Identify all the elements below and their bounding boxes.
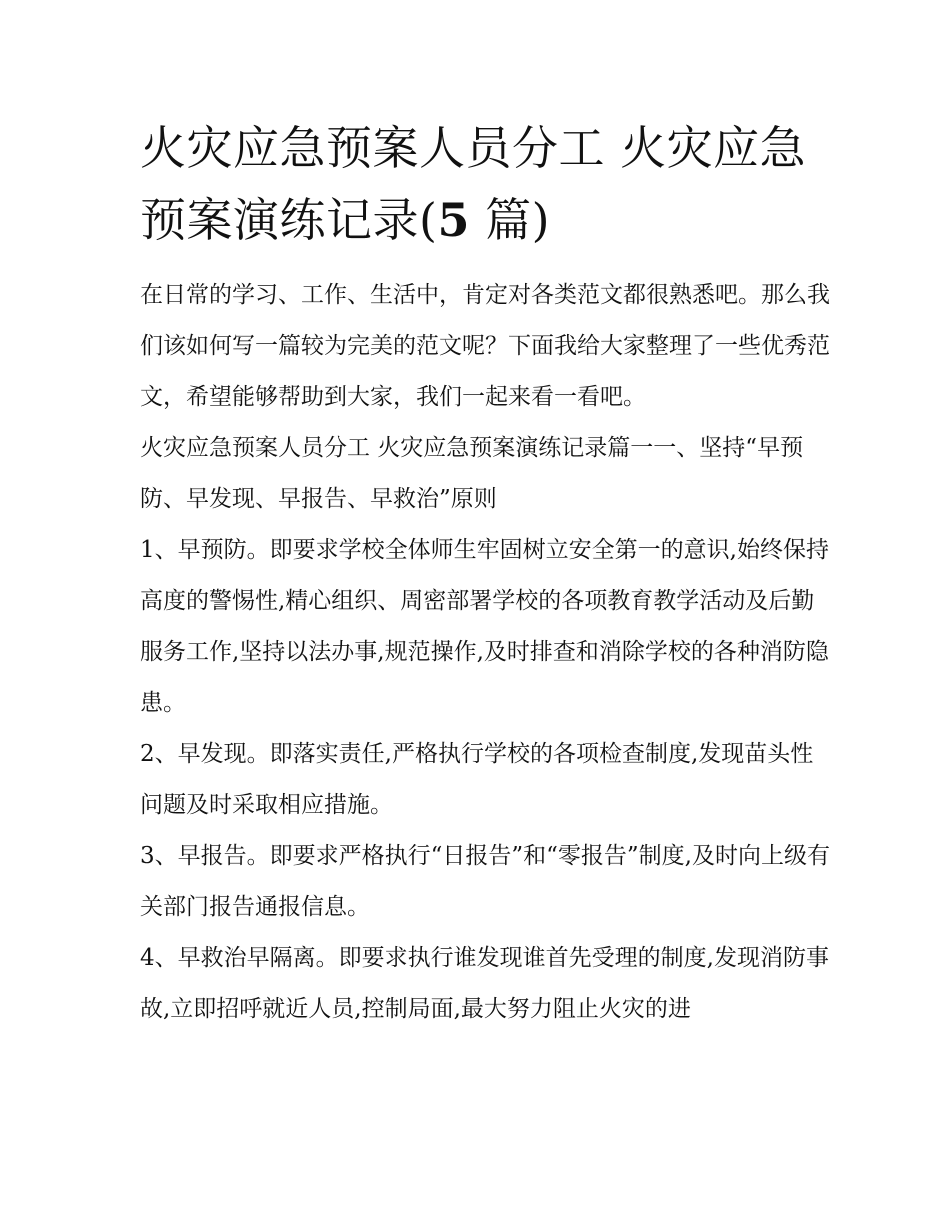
title-text-part2: 篇) xyxy=(469,193,551,247)
document-title xyxy=(140,112,830,256)
item-early-report: 3、早报告。即要求严格执行“日报告”和“零报告”制度,及时向上级有关部门报告通报信息。 xyxy=(140,843,830,920)
section-heading-paragraph: 火灾应急预案人员分工 火灾应急预案演练记录篇一一、坚持“早预防、早发现、早报告、早救治”原则 xyxy=(140,435,804,512)
item-early-prevention: 1、早预防。即要求学校全体师生牢固树立安全第一的意识,始终保持高度的警惕性,精心组织、周密部署学校的各项教育教学活动及后勤服务工作,坚持以法办事,规范操作,及时排查和消除学校的各种消防隐患。 xyxy=(140,537,829,716)
item-early-detection: 2、早发现。即落实责任,严格执行学校的各项检查制度,发现苗头性问题及时采取相应措施。 xyxy=(140,741,814,818)
document-body xyxy=(140,112,830,1035)
title-number: 5 xyxy=(437,193,470,247)
intro-paragraph: 在日常的学习、工作、生活中，肯定对各类范文都很熟悉吧。那么我们该如何写一篇较为完美的范文呢？下面我给大家整理了一些优秀范文，希望能够帮助到大家，我们一起来看一看吧。 xyxy=(140,282,830,410)
item-early-treatment: 4、早救治早隔离。即要求执行谁发现谁首先受理的制度,发现消防事故,立即招呼就近人员,控制局面,最大努力阻止火灾的进 xyxy=(140,945,829,1022)
title-text-part1: 火灾应急预案人员分工 火灾应急预案演练记录( xyxy=(140,121,807,247)
